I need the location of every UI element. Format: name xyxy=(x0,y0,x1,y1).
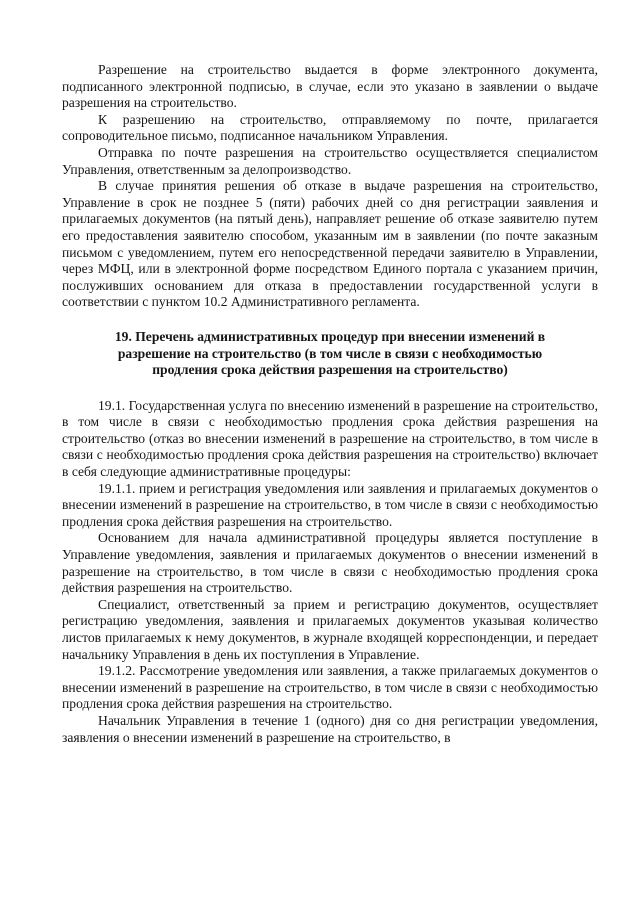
paragraph-19-1-1: 19.1.1. прием и регистрация уведомления или заявления и прилагаемых документов о внесении изменений в разрешение на строительство, в том числе в связи с необходимостью продления срока действия разрешения на строительство. xyxy=(62,480,598,529)
section-heading-line-2: разрешение на строительство (в том числе в связи с необходимостью xyxy=(117,345,543,361)
document-page xyxy=(62,62,598,746)
paragraph-registration-specialist: Специалист, ответственный за прием и регистрацию документов, осуществляет регистрацию уведомления, заявления и прилагаемых документов указывая количество листов прилагаемых к нему документов, в журнале входящей корреспонденции, и передает начальнику Управления в день их поступления в Управление. xyxy=(62,596,598,662)
paragraph-procedure-basis: Основанием для начала административной процедуры является поступление в Управление уведомления, заявления и прилагаемых документов о внесении изменений в разрешение на строительство, в том числе в связи с необходимостью продления срока действия разрешения на строительство. xyxy=(62,530,598,596)
section-heading-line-1: 19. Перечень административных процедур при внесении изменений в xyxy=(114,328,546,344)
paragraph-cover-letter: К разрешению на строительство, отправляемому по почте, прилагается сопроводительное письмо, подписанное начальником Управления. xyxy=(62,111,598,144)
paragraph-mail-dispatch: Отправка по почте разрешения на строительство осуществляется специалистом Управления, ответственным за делопроизводство. xyxy=(62,144,598,177)
section-heading-line-3: продления срока действия разрешения на строительство) xyxy=(152,362,508,378)
paragraph-electronic-permit: Разрешение на строительство выдается в форме электронного документа, подписанного электронной подписью, в случае, если это указано в заявлении о выдаче разрешения на строительство. xyxy=(62,62,598,111)
paragraph-19-1-2: 19.1.2. Рассмотрение уведомления или заявления, а также прилагаемых документов о внесении изменений в разрешение на строительство, в том числе в связи с необходимостью продления срока действия разрешения на строительство. xyxy=(62,663,598,712)
paragraph-19-1: 19.1. Государственная услуга по внесению изменений в разрешение на строительство, в том числе в связи с необходимостью продления срока действия разрешения на строительство (отказ во внесении изменений в разрешение на строительство, в том числе в связи с необходимостью продления срока действия разрешения на строительство) включает в себя следующие административные процедуры: xyxy=(62,397,598,480)
paragraph-refusal-decision: В случае принятия решения об отказе в выдаче разрешения на строительство, Управление в срок не позднее 5 (пяти) рабочих дней со дня регистрации заявления и прилагаемых документов (на пятый день), направляет решение об отказе заявителю путем его предоставления заявителю способом, указанным им в заявлении (по почте заказным письмом с уведомлением, путем его непосредственной передачи заявителю в Управлении, через МФЦ, или в электронной форме посредством Единого портала с указанием причин, послуживших основанием для отказа в предоставлении государственной услуги в соответствии с пунктом 10.2 Административного регламента. xyxy=(62,178,598,310)
paragraph-head-review: Начальник Управления в течение 1 (одного) дня со дня регистрации уведомления, заявления о внесении изменений в разрешение на строительство, в xyxy=(62,712,598,745)
section-heading-19 xyxy=(62,329,598,379)
